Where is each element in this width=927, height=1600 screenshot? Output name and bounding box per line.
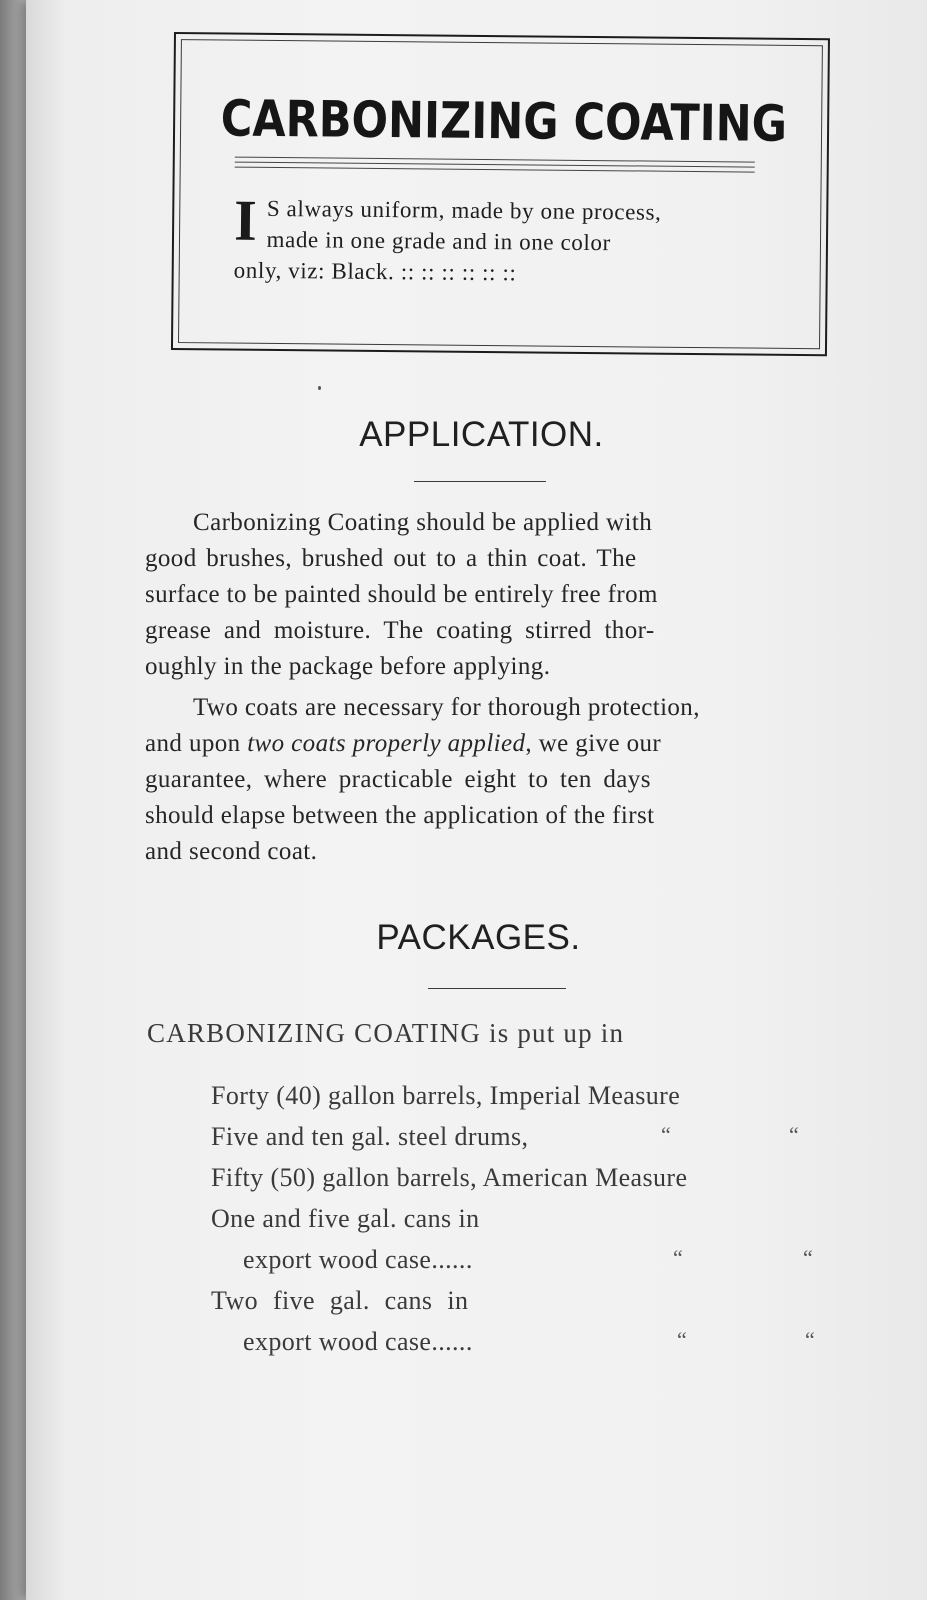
package-item-text: One and five gal. cans in xyxy=(211,1204,480,1233)
package-item xyxy=(211,1321,871,1362)
package-item xyxy=(211,1157,871,1198)
paragraph-line xyxy=(145,726,841,762)
title-box xyxy=(171,32,830,356)
booklet-spine xyxy=(0,0,26,1600)
application-heading: APPLICATION. xyxy=(359,415,604,454)
package-item xyxy=(211,1239,871,1280)
ditto-mark: “ xyxy=(677,1327,688,1352)
document-title: CARBONIZING COATING xyxy=(220,89,788,153)
packages-heading-rule xyxy=(428,988,566,989)
paragraph-line: oughly in the package before applying. xyxy=(145,653,551,680)
ink-speck xyxy=(318,386,321,390)
intro-line: made in one grade and in one color xyxy=(266,226,611,256)
paragraph-line: Two coats are necessary for thorough protection, xyxy=(193,694,700,721)
packages-list xyxy=(211,1075,871,1362)
ditto-mark: “ xyxy=(789,1122,800,1147)
package-item xyxy=(211,1075,871,1116)
paragraph-line: and second coat. xyxy=(145,838,318,865)
paragraph-line: should elapse between the application of the first xyxy=(145,802,655,829)
package-item-text: export wood case...... xyxy=(243,1245,473,1274)
packages-heading: PACKAGES. xyxy=(376,918,581,957)
package-item xyxy=(211,1198,871,1239)
package-item-text: Five and ten gal. steel drums, xyxy=(211,1122,529,1151)
package-item-text: Forty (40) gallon barrels, Imperial Measure xyxy=(211,1081,681,1110)
application-heading-rule xyxy=(414,481,546,482)
ditto-mark: “ xyxy=(661,1122,672,1147)
paragraph-line: Carbonizing Coating should be applied with xyxy=(193,509,653,536)
emphasized-text: two coats properly applied xyxy=(247,730,526,757)
application-paragraph-1 xyxy=(145,505,841,685)
application-paragraph-2 xyxy=(145,690,841,870)
paragraph-line: good brushes, brushed out to a thin coat. The xyxy=(145,545,637,572)
intro-line: S always uniform, made by one process, xyxy=(266,195,662,225)
document-page xyxy=(26,0,927,1600)
paragraph-line: grease and moisture. The coating stirred thor- xyxy=(145,617,655,644)
paragraph-text: , we give our xyxy=(525,730,662,757)
paragraph-text: and upon xyxy=(145,730,248,757)
package-item-text: Two five gal. cans in xyxy=(211,1286,469,1315)
package-item-text: Fifty (50) gallon barrels, American Measure xyxy=(211,1163,688,1192)
drop-cap: I xyxy=(233,187,258,253)
ditto-mark: “ xyxy=(805,1327,816,1352)
intro-line: only, viz: Black. :: :: :: :: :: :: xyxy=(233,257,517,286)
paragraph-line: guarantee, where practicable eight to ten days xyxy=(145,766,651,793)
ditto-mark: “ xyxy=(673,1245,684,1270)
packages-intro: CARBONIZING COATING is put up in xyxy=(147,1018,625,1048)
package-item-text: export wood case...... xyxy=(243,1327,473,1356)
package-item xyxy=(211,1280,871,1321)
package-item xyxy=(211,1116,871,1157)
ditto-mark: “ xyxy=(803,1245,814,1270)
intro-paragraph xyxy=(233,187,770,291)
paragraph-line: surface to be painted should be entirely free from xyxy=(145,581,658,608)
